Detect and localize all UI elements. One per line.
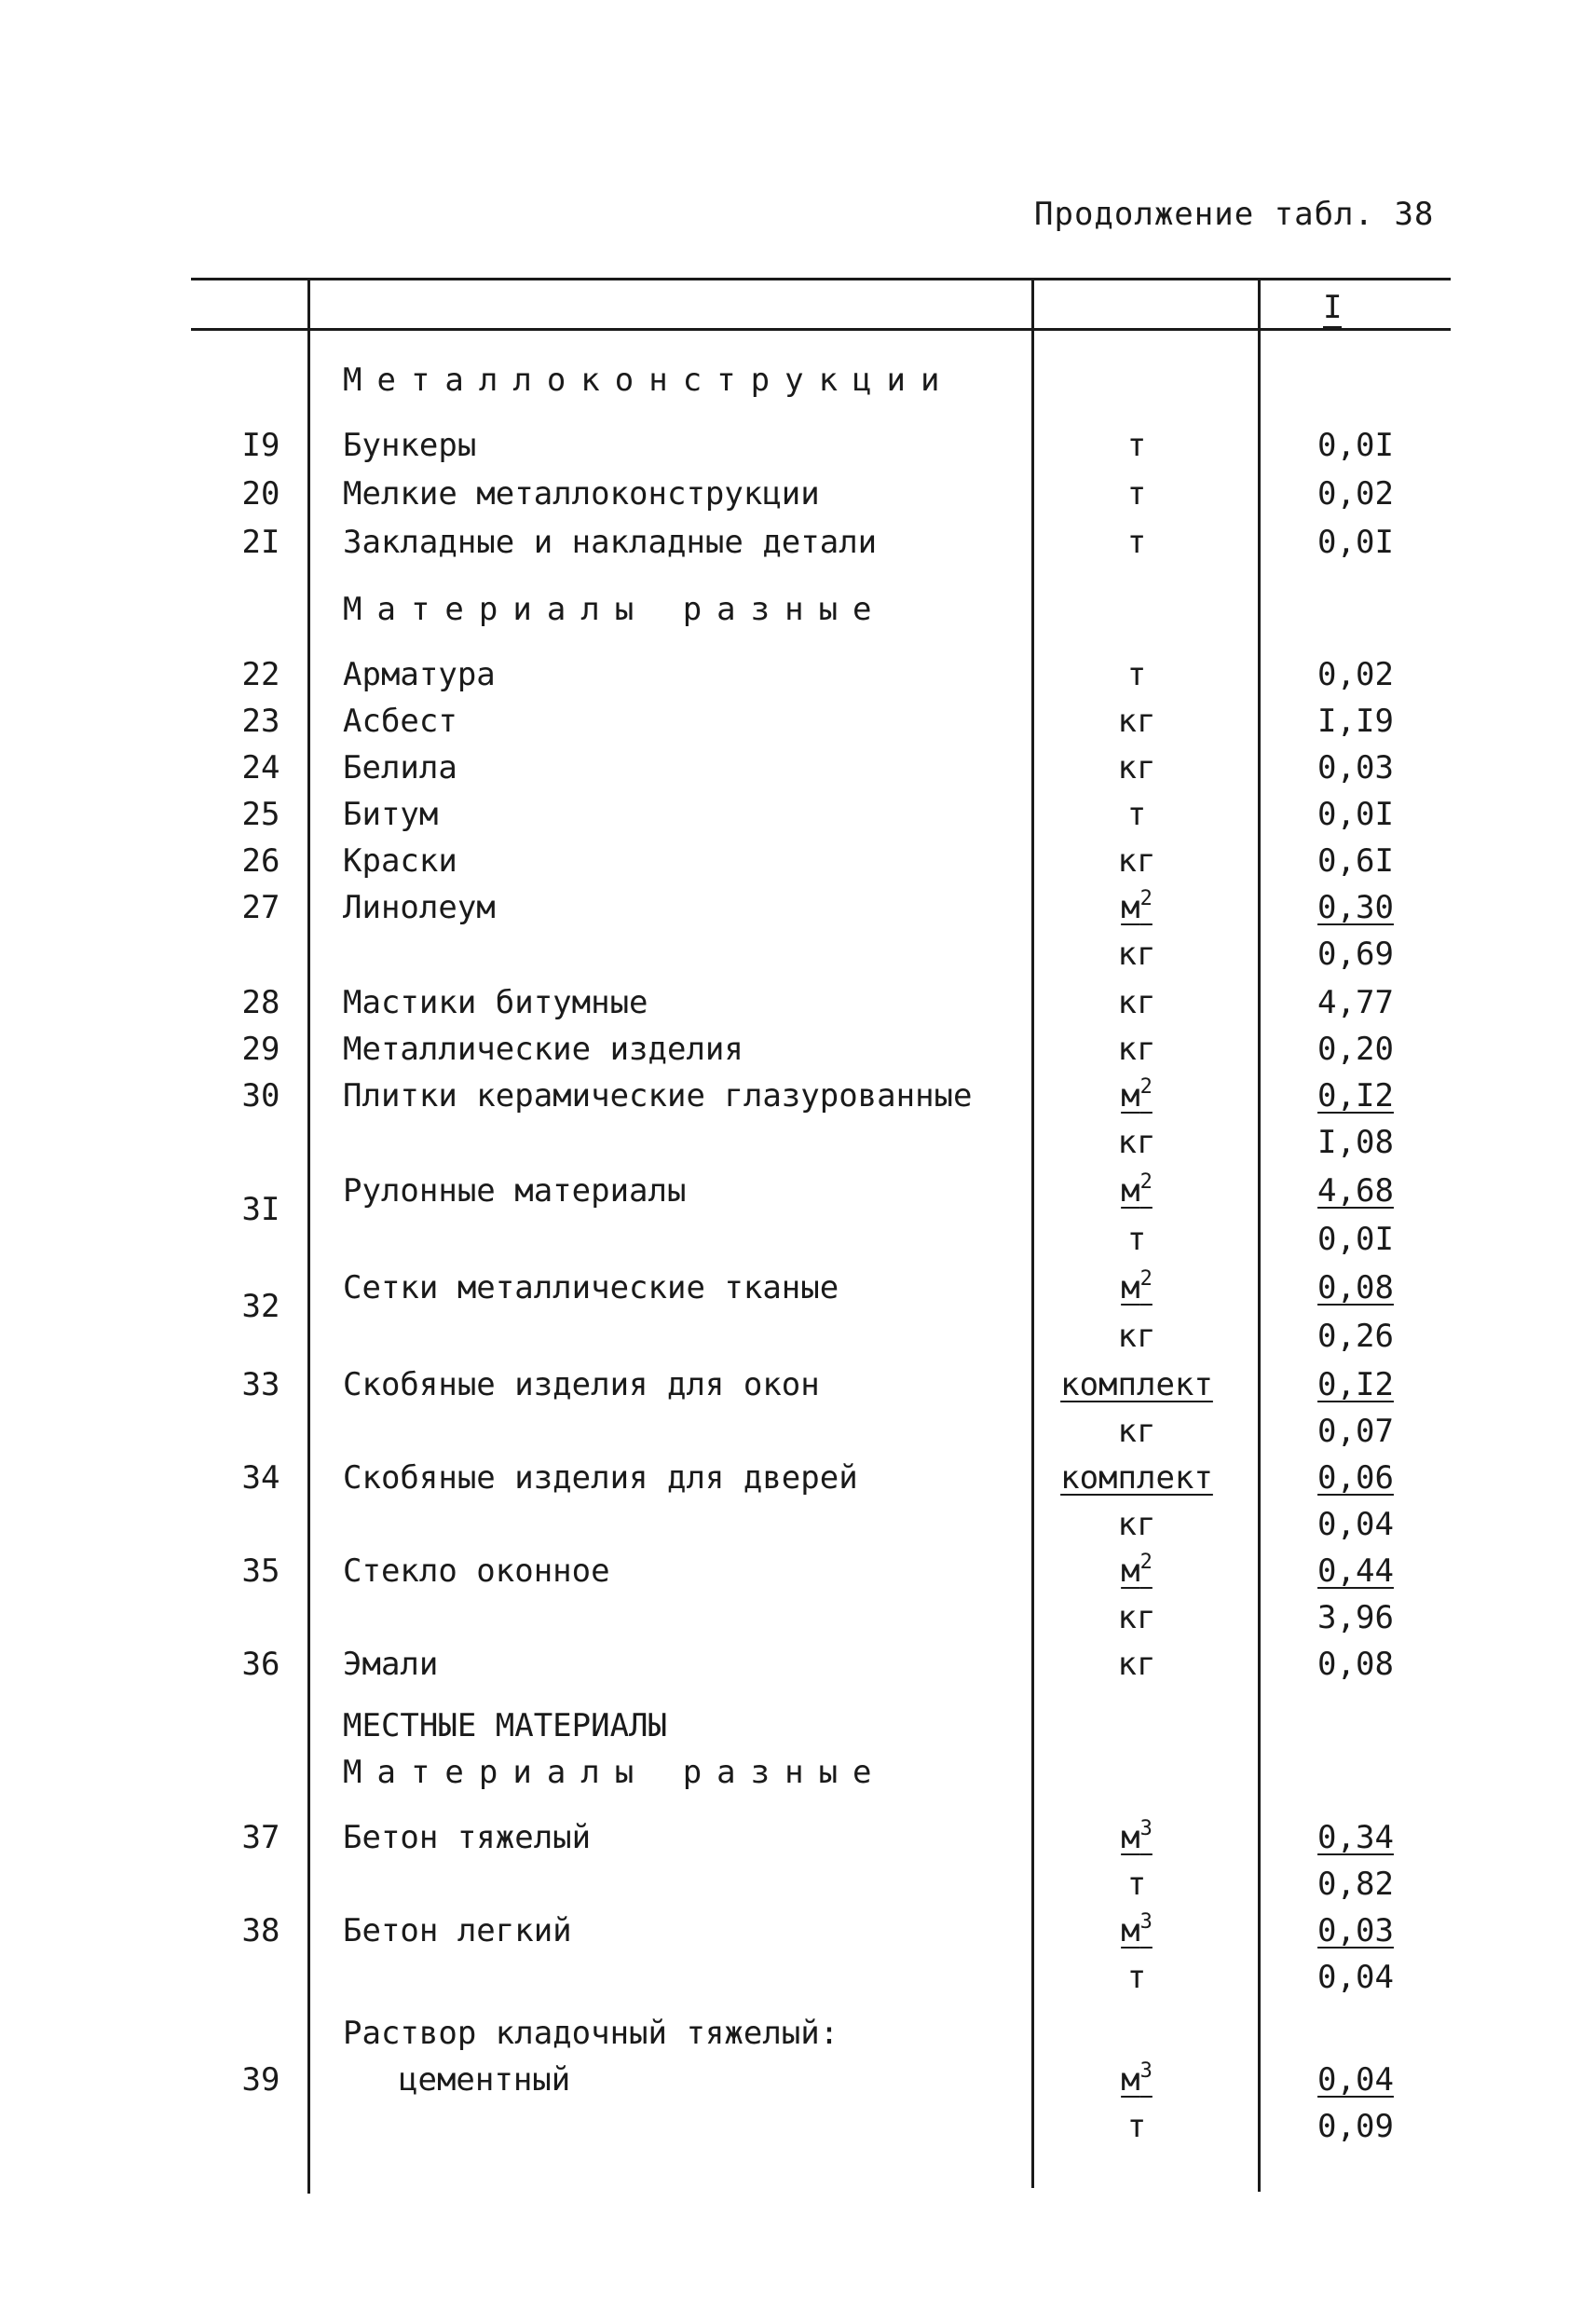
unit-text: м [1121,1912,1140,1949]
unit-label [1127,1959,1146,1996]
value-text: 0,06 [1317,1459,1394,1497]
value-text: 4,77 [1317,984,1394,1021]
quantity-value [1304,524,1407,561]
unit-label [1121,1552,1153,1590]
unit-of-measure [1025,475,1248,513]
item-name: Линолеум [343,889,496,926]
unit-text: кг [1117,1506,1156,1543]
row-number: 24 [241,749,280,786]
quantity-value [1304,1031,1407,1068]
value-text: 0,I2 [1317,1366,1394,1403]
value-text: I,08 [1317,1124,1394,1161]
quantity-value [1304,796,1407,833]
unit-label [1118,1318,1156,1355]
sub-quantity-value [1304,1959,1407,1996]
unit-text: т [1126,427,1147,464]
value-text: 0,6I [1317,842,1394,880]
unit-of-measure [1025,1459,1248,1497]
unit-label [1060,1459,1213,1497]
value-text: 0,0I [1317,427,1394,464]
column-divider-1 [307,278,310,2194]
group-heading: МЕСТНЫЕ МАТЕРИАЛЫ [343,1707,667,1744]
unit-of-measure [1025,427,1248,464]
unit-of-measure [1025,524,1248,561]
unit-label [1118,703,1156,740]
unit-text: кг [1117,1413,1156,1450]
unit-of-measure [1025,1819,1248,1856]
unit-label [1118,984,1156,1021]
unit-text: комплект [1060,1366,1213,1403]
quantity-value [1304,1646,1407,1683]
unit-exponent: 3 [1139,1910,1153,1934]
table-header-rule [191,328,1451,331]
unit-label [1127,1221,1146,1258]
unit-text: т [1126,2108,1147,2145]
sub-quantity-value [1304,936,1407,973]
item-name: Бункеры [343,427,477,464]
unit-of-measure [1025,1269,1248,1306]
unit-label [1118,1506,1156,1543]
quantity-value [1304,1269,1407,1306]
unit-text: м [1121,1269,1140,1306]
value-text: 0,I2 [1317,1077,1394,1114]
unit-of-measure [1025,796,1248,833]
unit-label [1118,749,1156,786]
value-text: 0,44 [1317,1552,1394,1590]
unit-text: м [1121,1552,1140,1590]
unit-text: кг [1117,1318,1156,1355]
unit-of-measure [1025,842,1248,880]
unit-label [1127,796,1146,833]
row-number: 30 [241,1077,280,1114]
item-name: Бетон тяжелый [343,1819,592,1856]
unit-exponent: 2 [1139,1551,1153,1574]
row-number: 29 [241,1031,280,1068]
row-number: 26 [241,842,280,880]
unit-label [1127,1866,1146,1903]
value-text: 0,03 [1317,749,1394,786]
unit-exponent: 2 [1139,1075,1153,1099]
unit-label [1127,427,1146,464]
quantity-value [1304,1912,1407,1949]
unit-label [1121,1269,1153,1306]
unit-text: кг [1117,749,1156,786]
unit-label [1127,524,1146,561]
unit-text: кг [1117,1646,1156,1683]
item-name: Асбест [343,703,457,740]
row-number: 20 [241,475,280,513]
value-text: 0,03 [1317,1912,1394,1949]
quantity-value [1304,1366,1407,1403]
column-header-value-label: I [1323,289,1343,326]
quantity-value [1304,2061,1407,2099]
row-number: 32 [241,1288,280,1325]
item-name: Бетон легкий [343,1912,572,1949]
unit-label [1118,1646,1156,1683]
row-number: 2I [241,524,280,561]
sub-unit-of-measure [1025,1866,1248,1903]
sub-unit-of-measure [1025,936,1248,973]
unit-text: т [1126,1959,1147,1996]
column-divider-3 [1258,278,1261,2192]
quantity-value [1304,1459,1407,1497]
value-text: 3,96 [1317,1599,1394,1636]
sub-unit-of-measure [1025,2108,1248,2145]
unit-text: м [1121,1077,1140,1114]
unit-text: м [1121,1172,1140,1210]
quantity-value [1304,889,1407,926]
value-text: 0,0I [1317,796,1394,833]
value-text: 0,20 [1317,1031,1394,1068]
item-name: Эмали [343,1646,439,1683]
unit-text: кг [1117,1599,1156,1636]
unit-text: кг [1117,1124,1156,1161]
sub-quantity-value [1304,1599,1407,1636]
value-text: 0,34 [1317,1819,1394,1856]
row-number: 23 [241,703,280,740]
unit-exponent: 2 [1139,1267,1153,1291]
unit-label [1121,889,1153,926]
item-name: Рулонные материалы [343,1172,687,1210]
value-text: 0,69 [1317,936,1394,973]
value-text: 0,0I [1317,1221,1394,1258]
value-text: 0,82 [1317,1866,1394,1903]
unit-label [1121,1819,1153,1856]
section-heading: Материалы разные [343,591,887,628]
unit-text: кг [1117,703,1156,740]
sub-quantity-value [1304,1221,1407,1258]
item-name: Стекло оконное [343,1552,610,1590]
unit-of-measure [1025,656,1248,693]
unit-label [1121,1172,1153,1210]
value-text: 0,04 [1317,1506,1394,1543]
item-name: Краски [343,842,457,880]
unit-label [1118,1413,1156,1450]
sub-unit-of-measure [1025,1413,1248,1450]
row-number: 39 [241,2061,280,2099]
unit-exponent: 2 [1139,887,1153,910]
quantity-value [1304,427,1407,464]
value-text: 0,08 [1317,1646,1394,1683]
sub-quantity-value [1304,1124,1407,1161]
quantity-value [1304,703,1407,740]
unit-label [1127,475,1146,513]
unit-of-measure [1025,1552,1248,1590]
unit-of-measure [1025,1077,1248,1114]
unit-label [1121,2061,1153,2099]
unit-label [1127,656,1146,693]
unit-text: т [1126,1866,1147,1903]
item-name: Скобяные изделия для окон [343,1366,820,1403]
unit-of-measure [1025,703,1248,740]
unit-text: комплект [1060,1459,1213,1497]
row-number: 22 [241,656,280,693]
quantity-value [1304,1172,1407,1210]
quantity-value [1304,749,1407,786]
item-name: Битум [343,796,439,833]
unit-of-measure [1025,1172,1248,1210]
value-text: 0,04 [1317,1959,1394,1996]
unit-text: кг [1117,936,1156,973]
unit-label [1121,1077,1153,1114]
unit-label [1121,1912,1153,1949]
sub-unit-of-measure [1025,1318,1248,1355]
quantity-value [1304,1819,1407,1856]
row-number: 38 [241,1912,280,1949]
quantity-value [1304,475,1407,513]
unit-text: кг [1117,1031,1156,1068]
item-name: Сетки металлические тканые [343,1269,839,1306]
unit-label [1118,842,1156,880]
unit-exponent: 3 [1139,1817,1153,1840]
value-text: 0,0I [1317,524,1394,561]
quantity-value [1304,984,1407,1021]
sub-quantity-value [1304,2108,1407,2145]
row-number: 35 [241,1552,280,1590]
unit-text: т [1126,524,1147,561]
row-number: 34 [241,1459,280,1497]
sub-quantity-value [1304,1413,1407,1450]
sub-quantity-value [1304,1866,1407,1903]
unit-text: т [1126,796,1147,833]
quantity-value [1304,842,1407,880]
value-text: 0,08 [1317,1269,1394,1306]
unit-text: кг [1117,984,1156,1021]
unit-text: т [1126,475,1147,513]
unit-text: м [1121,1819,1140,1856]
unit-label [1118,936,1156,973]
unit-of-measure [1025,1912,1248,1949]
value-text: 0,04 [1317,2061,1394,2099]
unit-text: м [1121,889,1140,926]
unit-exponent: 3 [1139,2059,1153,2083]
sub-quantity-value [1304,1506,1407,1543]
item-name: Скобяные изделия для дверей [343,1459,858,1497]
value-text: 0,30 [1317,889,1394,926]
value-text: 0,02 [1317,475,1394,513]
sub-unit-of-measure [1025,1124,1248,1161]
item-name: Арматура [343,656,496,693]
unit-text: м [1121,2061,1140,2099]
unit-of-measure [1025,2061,1248,2099]
unit-label [1127,2108,1146,2145]
value-text: I,I9 [1317,703,1394,740]
row-number: 36 [241,1646,280,1683]
unit-label [1118,1124,1156,1161]
row-number: 25 [241,796,280,833]
item-name: Мастики битумные [343,984,648,1021]
unit-label [1118,1599,1156,1636]
value-text: 0,02 [1317,656,1394,693]
row-number: 3I [241,1191,280,1228]
row-number: 37 [241,1819,280,1856]
sub-quantity-value [1304,1318,1407,1355]
unit-of-measure [1025,1366,1248,1403]
item-name: Закладные и накладные детали [343,524,878,561]
item-name: Белила [343,749,457,786]
sub-unit-of-measure [1025,1959,1248,1996]
row-number: 27 [241,889,280,926]
quantity-value [1304,1552,1407,1590]
table-top-rule [191,278,1451,280]
column-header-value [1323,289,1342,326]
sub-unit-of-measure [1025,1221,1248,1258]
quantity-value [1304,1077,1407,1114]
row-number: 33 [241,1366,280,1403]
unit-of-measure [1025,749,1248,786]
row-number: 28 [241,984,280,1021]
table-caption: Продолжение табл. 38 [1034,196,1435,233]
value-text: 0,07 [1317,1413,1394,1450]
item-name: Плитки керамические глазурованные [343,1077,973,1114]
unit-text: т [1126,1221,1147,1258]
unit-of-measure [1025,889,1248,926]
item-name: Мелкие металлоконструкции [343,475,820,513]
unit-text: кг [1117,842,1156,880]
section-heading: Материалы разные [343,1754,887,1791]
unit-of-measure [1025,984,1248,1021]
group-heading: Раствор кладочный тяжелый: [343,2015,839,2052]
value-text: 0,09 [1317,2108,1394,2145]
unit-of-measure [1025,1646,1248,1683]
unit-exponent: 2 [1139,1170,1153,1194]
unit-text: т [1126,656,1147,693]
unit-label [1118,1031,1156,1068]
sub-unit-of-measure [1025,1599,1248,1636]
value-text: 4,68 [1317,1172,1394,1210]
unit-label [1060,1366,1213,1403]
sub-unit-of-measure [1025,1506,1248,1543]
quantity-value [1304,656,1407,693]
row-number: I9 [241,427,280,464]
item-name: цементный [399,2061,571,2099]
section-heading: Металлоконструкции [343,362,955,399]
value-text: 0,26 [1317,1318,1394,1355]
unit-of-measure [1025,1031,1248,1068]
item-name: Металлические изделия [343,1031,743,1068]
